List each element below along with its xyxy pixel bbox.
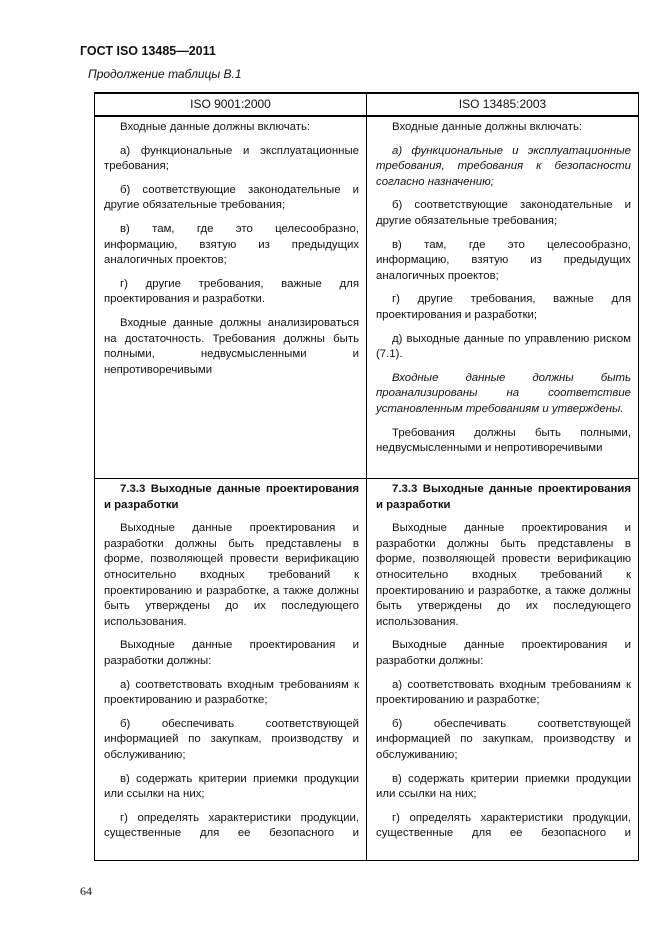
- section-title: 7.3.3 Выходные данные проектирования и разработки: [104, 483, 359, 511]
- table-row-design-inputs: [95, 116, 639, 479]
- comparison-table: [94, 92, 639, 861]
- list-item: г) другие требования, важные для проектирования и разработки.: [104, 277, 359, 306]
- paragraph: Входные данные должны быть проанализированы на соответствие установленным требованиям и утверждены.: [376, 371, 631, 415]
- list-item: а) функциональные и эксплуатационные требования;: [104, 144, 359, 173]
- paragraph: Требования должны быть полными, недвусмысленными и непротиворечивыми: [376, 426, 631, 455]
- table-row-design-outputs: [95, 479, 639, 861]
- list-item: г) определять характеристики продукции, существенные для ее безопасного и: [376, 811, 631, 840]
- column-header-iso9001: ISO 9001:2000: [95, 93, 367, 116]
- list-item: в) там, где это целесообразно, информацию, взятую из предыдущих аналогичных проектов;: [104, 222, 359, 267]
- list-item: а) соответствовать входным требованиям к проектированию и разработке;: [104, 678, 359, 707]
- section-title: 7.3.3 Выходные данные проектирования и разработки: [376, 483, 631, 511]
- list-item: в) содержать критерии приемки продукции или ссылки на них;: [104, 772, 359, 801]
- cell-iso13485-outputs: [367, 479, 639, 861]
- cell-iso9001-outputs: [95, 479, 367, 861]
- list-item: б) обеспечивать соответствующей информацией по закупкам, производству и обслуживанию;: [104, 717, 359, 761]
- paragraph: Выходные данные проектирования и разработки должны быть представлены в форме, позволяющей провести верификацию относительно входных требований к проектированию и разработке, а также должны быть утверждены до их последующего использования.: [104, 522, 359, 628]
- list-item: в) содержать критерии приемки продукции или ссылки на них;: [376, 772, 631, 801]
- cell-iso13485-inputs: [367, 116, 639, 479]
- list-item: б) соответствующие законодательные и другие обязательные требования;: [376, 199, 631, 227]
- list-item: а) функциональные и эксплуатационные требования, требования к безопасности согласно назначению;: [376, 144, 631, 188]
- list-item: б) обеспечивать соответствующей информацией по закупкам, производству и обслуживанию;: [376, 717, 631, 761]
- page-number: 64: [80, 884, 92, 898]
- paragraph: Выходные данные проектирования и разработки должны:: [376, 639, 631, 667]
- list-item: б) соответствующие законодательные и другие обязательные требования;: [104, 183, 359, 212]
- table-header-row: [95, 93, 639, 116]
- paragraph: Входные данные должны включать:: [120, 121, 311, 133]
- paragraph: Выходные данные проектирования и разработки должны быть представлены в форме, позволяющей провести верификацию относительно входных требований к проектированию и разработке, а также должны быть утверждены до их последующего использования.: [376, 522, 631, 628]
- paragraph: Входные данные должны анализироваться на достаточность. Требования должны быть полными, недвусмысленными и непротиворечивыми: [104, 316, 359, 376]
- list-item: в) там, где это целесообразно, информацию, взятую из предыдущих аналогичных проектов;: [376, 238, 631, 282]
- table-caption: Продолжение таблицы В.1: [88, 67, 242, 81]
- list-item: г) определять характеристики продукции, существенные для ее безопасного и: [104, 811, 359, 840]
- cell-iso9001-inputs: [95, 116, 367, 479]
- list-item: д) выходные данные по управлению риском (7.1).: [376, 332, 631, 361]
- paragraph: Входные данные должны включать:: [392, 121, 583, 133]
- document-id: ГОСТ ISO 13485—2011: [80, 44, 216, 58]
- paragraph: Выходные данные проектирования и разработки должны:: [104, 639, 359, 667]
- column-header-iso13485: ISO 13485:2003: [367, 93, 639, 116]
- list-item: г) другие требования, важные для проектирования и разработки;: [376, 293, 631, 321]
- list-item: а) соответствовать входным требованиям к проектированию и разработке;: [376, 678, 631, 707]
